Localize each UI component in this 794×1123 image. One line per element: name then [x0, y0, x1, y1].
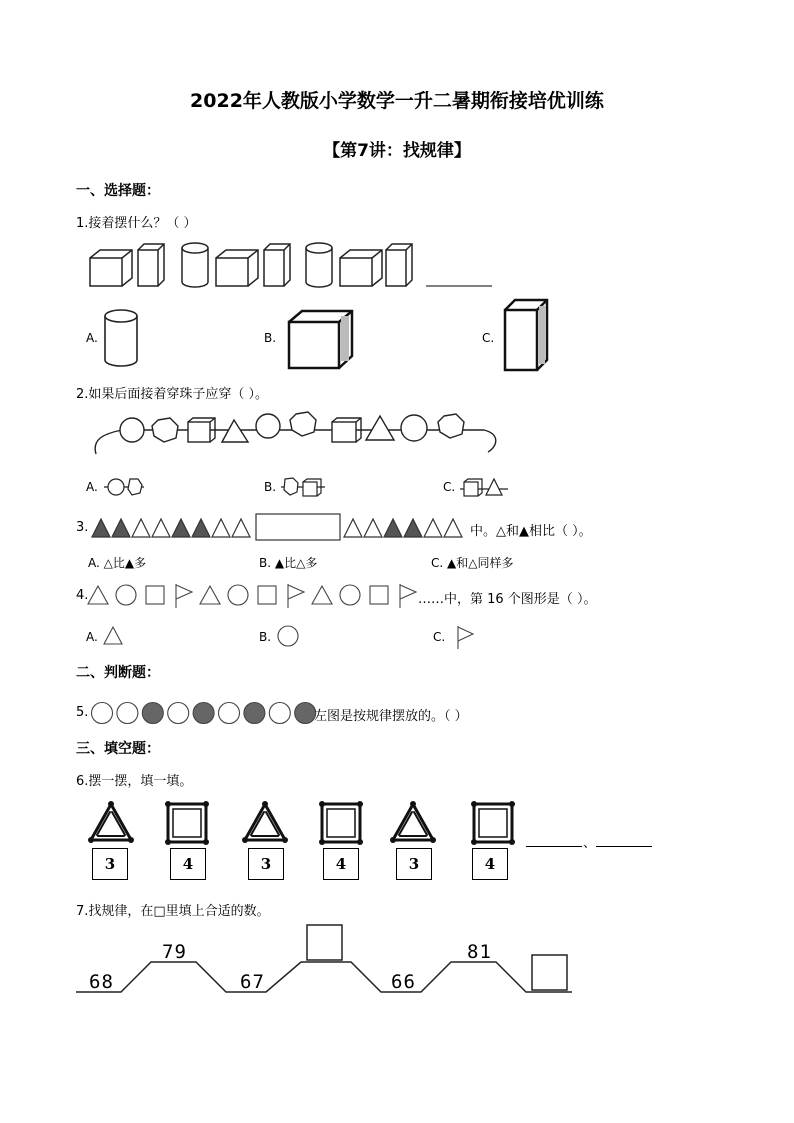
matchstick-square [319, 801, 363, 845]
open-triangle [152, 519, 170, 537]
q7-answer-box-2 [532, 955, 567, 990]
hidden-box [256, 514, 340, 540]
q6-number-box: 4 [170, 848, 206, 880]
matchstick-square [165, 801, 209, 845]
cuboid-shape [264, 244, 290, 286]
question-3-text: 中。△和▲相比（ ）。 [470, 524, 592, 539]
q3-option-a[interactable]: A. △比▲多 [88, 556, 147, 570]
q6-number-box: 4 [472, 848, 508, 880]
circle-shape [228, 585, 248, 605]
flag-shape [288, 584, 304, 608]
matchstick-triangle [390, 801, 436, 843]
question-2-text: 2.如果后面接着穿珠子应穿（ ）。 [76, 387, 269, 402]
q4-option-a-triangle[interactable] [102, 624, 126, 646]
square-shape [258, 586, 276, 604]
filled-triangle [92, 519, 110, 537]
question-5-number: 5. [76, 705, 89, 720]
section-fill-heading: 三、填空题： [76, 741, 160, 757]
q7-number: 67 [240, 971, 265, 993]
question-4-text: ……中，第 16 个图形是（ ）。 [418, 592, 597, 607]
filled-triangle [172, 519, 190, 537]
question-5-text: 左图是按规律摆放的。（ ） [314, 709, 468, 724]
q1-option-c-label[interactable]: C. [482, 331, 495, 345]
cuboid-shape [386, 244, 412, 286]
q3-option-b[interactable]: B. ▲比△多 [259, 556, 318, 570]
q4-shape-sequence [86, 582, 422, 610]
section-choice-heading: 一、选择题： [76, 183, 160, 199]
gray-circle [193, 703, 214, 724]
q7-number: 68 [89, 971, 114, 993]
matchstick-triangle [242, 801, 288, 843]
square-shape [146, 586, 164, 604]
open-triangle [132, 519, 150, 537]
square-shape [370, 586, 388, 604]
q5-circle-sequence [90, 700, 318, 726]
matchstick-square [471, 801, 515, 845]
triangle-shape [88, 586, 108, 604]
q1-option-c-cuboid[interactable] [503, 298, 551, 372]
question-1-text: 1.接着摆什么？（ ） [76, 216, 197, 231]
flag-shape [400, 584, 416, 608]
open-triangle [364, 519, 382, 537]
q2-option-a-label[interactable]: A. [86, 480, 98, 494]
q4-option-c-label[interactable]: C. [433, 630, 446, 644]
q4-option-b-circle[interactable] [276, 624, 300, 648]
q6-answer-blank-2[interactable] [596, 836, 652, 847]
cube-shape [340, 250, 382, 286]
cube-shape [90, 250, 132, 286]
filled-triangle [112, 519, 130, 537]
cube-shape [216, 250, 258, 286]
q4-option-c-flag[interactable] [455, 624, 477, 650]
section-judge-heading: 二、判断题： [76, 665, 160, 681]
q4-option-a-label[interactable]: A. [86, 630, 98, 644]
question-6-text: 6.摆一摆，填一填。 [76, 774, 193, 789]
triangle-shape [312, 586, 332, 604]
q2-option-a-beads[interactable] [104, 476, 144, 498]
q7-answer-box-1 [307, 925, 342, 960]
white-circle [168, 703, 189, 724]
q7-number: 66 [391, 971, 416, 993]
triangle-shape [200, 586, 220, 604]
q6-separator: 、 [583, 836, 597, 851]
open-triangle [444, 519, 462, 537]
open-triangle [344, 519, 362, 537]
q1-option-a-cylinder[interactable] [102, 308, 142, 370]
q6-number-box: 3 [92, 848, 128, 880]
open-triangle [232, 519, 250, 537]
q6-answer-blank-1[interactable] [526, 836, 582, 847]
question-4-number: 4. [76, 588, 89, 603]
q2-option-b-label[interactable]: B. [264, 480, 277, 494]
q6-number-box: 3 [248, 848, 284, 880]
white-circle [92, 703, 113, 724]
question-7-text: 7.找规律，在□里填上合适的数。 [76, 904, 270, 919]
filled-triangle [384, 519, 402, 537]
q3-triangle-sequence [91, 512, 471, 542]
q6-number-box: 3 [396, 848, 432, 880]
white-circle [269, 703, 290, 724]
circle-shape [116, 585, 136, 605]
q1-shape-sequence [86, 238, 506, 293]
white-circle [219, 703, 240, 724]
lesson-subtitle: 【第7讲：找规律】 [323, 141, 471, 161]
open-triangle [212, 519, 230, 537]
q4-option-b-label[interactable]: B. [259, 630, 272, 644]
q2-bead-string [92, 404, 504, 460]
gray-circle [295, 703, 316, 724]
flag-shape [176, 584, 192, 608]
q1-option-a-label[interactable]: A. [86, 331, 98, 345]
question-3-number: 3. [76, 520, 89, 535]
q1-option-b-cube[interactable] [286, 308, 356, 372]
q7-number: 79 [162, 941, 187, 963]
circle-shape [340, 585, 360, 605]
page-title: 2022年人教版小学数学一升二暑期衔接培优训练 [190, 90, 604, 112]
filled-triangle [404, 519, 422, 537]
q6-number-box: 4 [323, 848, 359, 880]
q3-option-c[interactable]: C. ▲和△同样多 [431, 556, 514, 570]
gray-circle [142, 703, 163, 724]
open-triangle [424, 519, 442, 537]
cuboid-shape [138, 244, 164, 286]
matchstick-triangle [88, 801, 134, 843]
q2-option-c-beads[interactable] [460, 475, 510, 499]
cylinder-shape [182, 243, 208, 287]
gray-circle [244, 703, 265, 724]
cylinder-shape [306, 243, 332, 287]
q7-number-path [76, 922, 576, 998]
q7-number: 81 [467, 941, 492, 963]
q2-option-b-beads[interactable] [281, 475, 327, 499]
white-circle [117, 703, 138, 724]
q6-matchstick-figures [86, 800, 536, 848]
filled-triangle [192, 519, 210, 537]
q1-option-b-label[interactable]: B. [264, 331, 277, 345]
q2-option-c-label[interactable]: C. [443, 480, 456, 494]
